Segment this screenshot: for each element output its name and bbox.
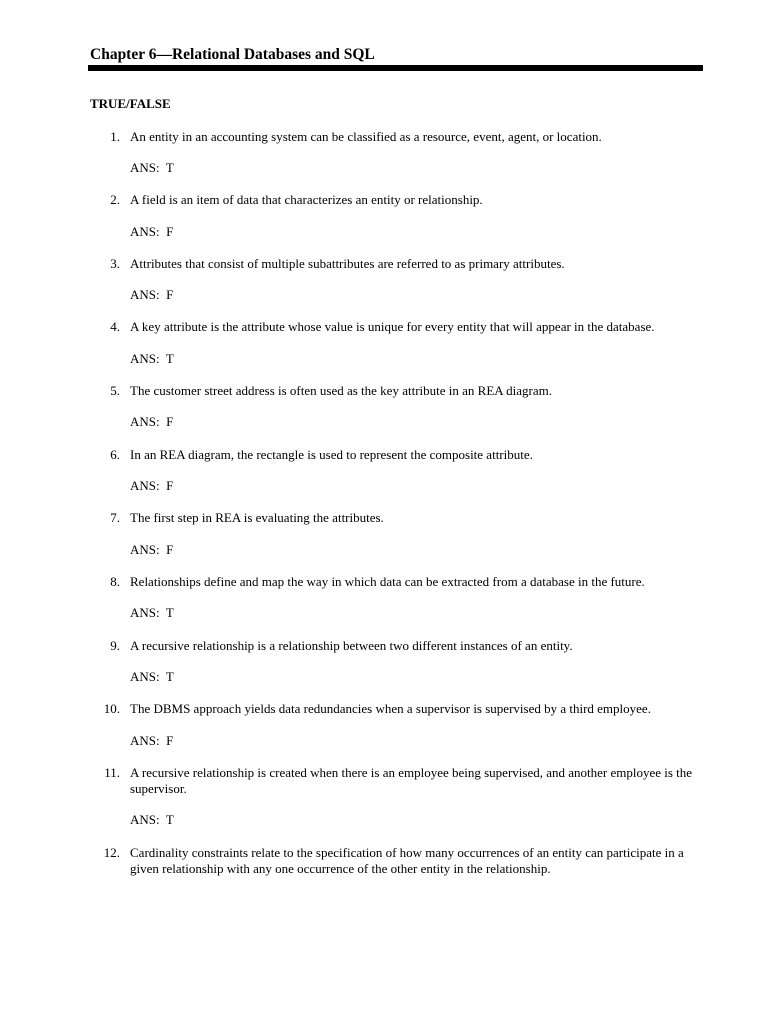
question-number: 11. <box>104 765 120 780</box>
question-answer <box>130 224 173 240</box>
section-heading: TRUE/FALSE <box>90 96 171 111</box>
question-number: 5. <box>110 383 120 398</box>
question-text: The customer street address is often used as the key attribute in an REA diagram. <box>130 383 553 398</box>
chapter-title: Chapter 6—Relational Databases and SQL <box>90 46 375 63</box>
answer-value: T <box>165 160 174 175</box>
question-answer <box>130 812 174 828</box>
question-text: A recursive relationship is created when there is an employee being supervised, and another employee is the supervisor. <box>130 765 693 796</box>
answer-value: T <box>165 669 174 684</box>
question-number: 12. <box>103 845 120 860</box>
question-number: 2. <box>110 192 120 207</box>
question-number: 6. <box>110 447 120 462</box>
question-answer <box>130 414 173 430</box>
answer-value: F <box>166 414 174 429</box>
answer-prefix: ANS: <box>130 224 167 239</box>
question-number: 3. <box>110 256 120 271</box>
answer-prefix: ANS: <box>130 812 166 827</box>
answer-value: F <box>166 287 174 302</box>
question-text: The DBMS approach yields data redundancies when a supervisor is supervised by a third employee. <box>130 701 651 716</box>
answer-prefix: ANS: <box>130 351 166 366</box>
question-answer <box>130 478 173 494</box>
question-text: The first step in REA is evaluating the attributes. <box>130 510 384 525</box>
question-answer <box>130 351 174 367</box>
question-number: 7. <box>110 510 120 525</box>
question-answer <box>130 605 174 621</box>
question-number: 8. <box>110 574 120 589</box>
answer-value: F <box>166 224 174 239</box>
question-number: 4. <box>110 319 120 334</box>
question-text: A field is an item of data that characterizes an entity or relationship. <box>130 192 483 207</box>
question-number: 10. <box>103 701 120 716</box>
answer-value: T <box>165 605 174 620</box>
answer-value: T <box>165 812 174 827</box>
answer-prefix: ANS: <box>130 414 167 429</box>
question-answer <box>130 733 173 749</box>
question-text: In an REA diagram, the rectangle is used to represent the composite attribute. <box>130 447 533 462</box>
question-text: Cardinality constraints relate to the specification of how many occurrences of an entity can participate in a given relationship with any one occurrence of the other entity in the relationship. <box>130 845 684 876</box>
question-answer <box>130 160 174 176</box>
answer-prefix: ANS: <box>130 605 166 620</box>
answer-prefix: ANS: <box>130 287 167 302</box>
question-number: 9. <box>110 638 120 653</box>
question-answer <box>130 669 174 685</box>
question-text: Attributes that consist of multiple subattributes are referred to as primary attributes. <box>130 256 565 271</box>
question-text: A recursive relationship is a relationship between two different instances of an entity. <box>130 638 573 653</box>
answer-prefix: ANS: <box>130 669 166 684</box>
answer-value: F <box>166 478 174 493</box>
question-text: An entity in an accounting system can be classified as a resource, event, agent, or location. <box>130 129 602 144</box>
answer-prefix: ANS: <box>130 160 166 175</box>
answer-prefix: ANS: <box>130 542 167 557</box>
answer-value: F <box>166 733 174 748</box>
question-text: A key attribute is the attribute whose value is unique for every entity that will appear in the database. <box>130 319 655 334</box>
answer-prefix: ANS: <box>130 733 167 748</box>
question-answer <box>130 542 173 558</box>
answer-value: T <box>165 351 174 366</box>
question-text: Relationships define and map the way in which data can be extracted from a database in the future. <box>130 574 645 589</box>
answer-value: F <box>166 542 174 557</box>
question-answer <box>130 287 173 303</box>
answer-prefix: ANS: <box>130 478 167 493</box>
question-number: 1. <box>110 129 120 144</box>
